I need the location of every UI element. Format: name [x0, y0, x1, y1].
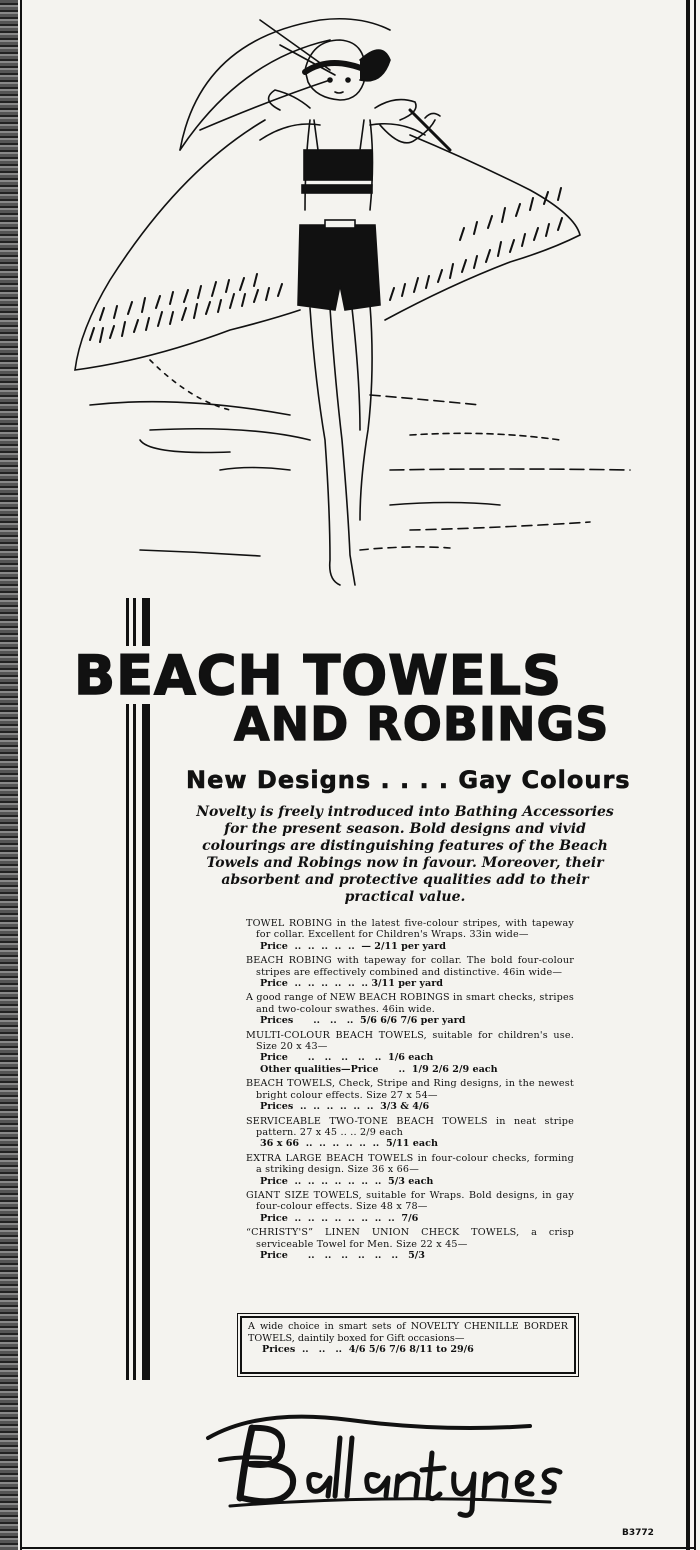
- item-price: Price .. .. .. .. .. .. .. .. 7/6: [260, 1212, 419, 1224]
- gift-box-prices: Prices .. .. .. 4/6 5/6 7/6 8/11 to 29/6: [262, 1344, 474, 1356]
- beach-woman-illustration: [30, 0, 670, 600]
- item-description: MULTI-COLOUR BEACH TOWELS, suitable for children's use. Size 20 x 43—: [246, 1029, 574, 1053]
- list-item: [246, 992, 574, 1026]
- item-description: “CHRISTY'S” LINEN UNION CHECK TOWELS, a crisp serviceable Towel for Men. Size 22 x 45—: [246, 1227, 574, 1250]
- item-price: Price .. .. .. .. .. 1/6 each: [260, 1052, 434, 1064]
- ad-reference-code: B3772: [622, 1528, 654, 1538]
- headline-line-2: AND ROBINGS: [234, 697, 610, 751]
- item-description: EXTRA LARGE BEACH TOWELS in four-colour checks, forming a striking design. Size 36 x 66—: [246, 1152, 574, 1176]
- headline-line-1: BEACH TOWELS: [74, 644, 562, 707]
- list-item: [246, 955, 574, 989]
- item-description: BEACH TOWELS, Check, Stripe and Ring designs, in the newest bright colour effects. Size 27 x 54—: [246, 1078, 574, 1101]
- list-item: [246, 918, 574, 952]
- list-item: [246, 1078, 574, 1112]
- border-rule-right: [686, 0, 690, 1550]
- ballantynes-logo: [200, 1398, 580, 1518]
- page-left-edge: [0, 0, 18, 1550]
- product-list: [246, 918, 574, 1264]
- item-description: BEACH ROBING with tapeway for collar. The bold four-colour stripes are effectively combined and distinctive. 46in wide—: [246, 955, 574, 978]
- list-item: [246, 1030, 574, 1076]
- item-price: Price .. .. .. .. .. — 2/11 per yard: [260, 940, 446, 952]
- item-price: Prices .. .. .. .. .. .. 3/3 & 4/6: [260, 1101, 430, 1113]
- item-description: GIANT SIZE TOWELS, suitable for Wraps. Bold designs, in gay four-colour effects. Size 48 x 78—: [246, 1189, 574, 1213]
- list-item: [246, 1227, 574, 1261]
- border-rule-bottom: [20, 1547, 696, 1549]
- list-item: [246, 1116, 574, 1150]
- gift-box-description: A wide choice in smart sets of NOVELTY CHENILLE BORDER TOWELS, daintily boxed for Gift occasions—: [248, 1321, 568, 1344]
- list-item: [246, 1153, 574, 1187]
- border-rule-left: [20, 0, 22, 1550]
- item-description: SERVICEABLE TWO-TONE BEACH TOWELS in neat stripe pattern. 27 x 45 .. .. 2/9 each: [246, 1115, 574, 1138]
- item-price-other: Other qualities—Price .. 1/9 2/6 2/9 each: [260, 1063, 498, 1075]
- border-rule-right-inner: [694, 0, 696, 1550]
- item-price: 36 x 66 .. .. .. .. .. .. 5/11 each: [260, 1138, 438, 1150]
- subheadline: New Designs . . . . Gay Colours: [186, 766, 631, 794]
- item-price: Price .. .. .. .. .. .. 5/3: [260, 1249, 425, 1261]
- item-description: A good range of NEW BEACH ROBINGS in smart checks, stripes and two-colour swathes. 46in wide.: [246, 992, 574, 1015]
- item-price: Price .. .. .. .. .. .. 3/11 per yard: [260, 978, 443, 990]
- intro-paragraph: Novelty is freely introduced into Bathing Accessories for the present season. Bold designs and vivid colourings are distinguishing features of the Beach Towels and Robings now in favour. Moreover, their absorbent and protective qualities add to their practical value.: [196, 804, 614, 905]
- list-item: [246, 1190, 574, 1224]
- item-description: TOWEL ROBING in the latest five-colour stripes, with tapeway for collar. Excellent for Children's Wraps. 33in wide—: [246, 918, 574, 941]
- item-price: Prices .. .. .. 5/6 6/6 7/6 per yard: [260, 1015, 466, 1027]
- gift-box-notice: [240, 1316, 576, 1374]
- item-price: Price .. .. .. .. .. .. .. 5/3 each: [260, 1175, 434, 1187]
